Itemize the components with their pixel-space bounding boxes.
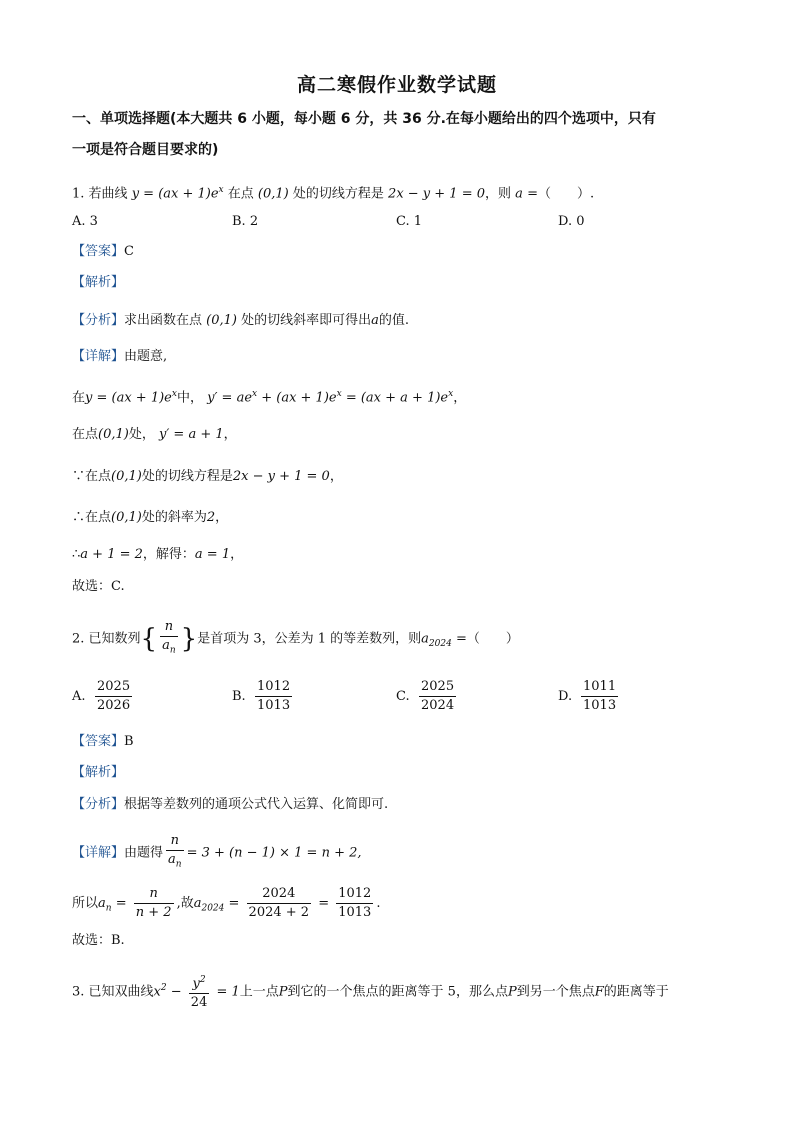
q3-stem-text: 上一点	[239, 984, 279, 1000]
q1-step-formula: y = (ax + 1)e	[85, 390, 172, 406]
q1-fenxi-variable: a	[371, 313, 379, 328]
q2-sequence-fraction	[160, 618, 178, 660]
q1-step-text: ，	[453, 390, 467, 406]
q2-detail-formula: = 3 + (n − 1) × 1 = n + 2,	[186, 845, 362, 861]
fraction-denominator-base: a	[162, 638, 170, 653]
q1-point: (0,1)	[257, 186, 289, 202]
q2-detail-fraction	[166, 832, 184, 874]
exponent-x: x	[171, 389, 177, 399]
fraction-numerator: 2025	[419, 678, 456, 697]
fraction-numerator: 2025	[95, 678, 132, 697]
q1-fenxi-text: 的值.	[378, 313, 410, 328]
q1-step-text: 处的切线方程是	[141, 469, 233, 484]
q2-derivation-text: .	[376, 896, 381, 911]
q1-option-d: D. 0	[558, 214, 585, 229]
q2-conclusion: 故选：B.	[72, 933, 125, 948]
q1-stem-text: 在点	[227, 186, 254, 202]
q1-step-text: ，	[230, 547, 244, 562]
q2-option-d	[558, 677, 621, 717]
q2-stem-text: =（ ）	[451, 631, 519, 647]
q1-step-formula: 2	[206, 510, 216, 525]
q1-stem-text: 处的切线方程是	[292, 186, 384, 202]
q3-stem-text: 到它的一个焦点的距离等于 5，那么点	[287, 984, 508, 1000]
fraction-numerator: 2024	[247, 885, 312, 904]
q2-option-c	[396, 677, 459, 717]
fraction-denominator	[166, 851, 184, 874]
q3-point-p: P	[278, 984, 288, 1000]
q3-formula: = 1	[212, 984, 240, 1000]
fraction-numerator: 1012	[336, 885, 373, 904]
q2-fenxi-text: 根据等差数列的通项公式代入运算、化简即可.	[124, 797, 389, 812]
page-title: 高二寒假作业数学试题	[296, 74, 497, 96]
answer-tag: 【答案】	[72, 734, 125, 749]
q1-curve-formula: y = (ax + 1)e	[131, 186, 219, 202]
fraction-denominator: n + 2	[135, 905, 172, 920]
fraction-numerator: 1012	[255, 678, 292, 697]
q2-stem	[72, 618, 519, 662]
q1-step-formula: 2x − y + 1 = 0	[232, 469, 330, 484]
q1-stem-text: ，则	[485, 186, 512, 202]
q1-step-text: ，解得：	[142, 547, 195, 562]
q1-stem-text: =（ ）.	[527, 186, 595, 202]
detail-tag: 【详解】	[72, 845, 125, 861]
q3-point-f: F	[594, 984, 604, 1000]
option-fraction	[419, 678, 456, 715]
option-label: B.	[232, 689, 246, 704]
fraction-numerator-base: y	[192, 976, 200, 992]
q1-conclusion: 故选：C.	[72, 579, 125, 594]
q2-option-a	[72, 677, 135, 717]
q1-option-c: C. 1	[396, 214, 423, 229]
q3-formula-exponent: 2	[160, 983, 167, 993]
q2-detail-text: 由题得	[124, 845, 164, 861]
fenxi-tag: 【分析】	[72, 797, 125, 812]
q1-step-point: (0,1)	[111, 510, 142, 525]
exponent-x: x	[336, 389, 342, 399]
q1-step5	[72, 545, 243, 565]
q3-fraction	[189, 971, 210, 1012]
q2-detail	[72, 832, 362, 874]
q1-step-formula: y′ = a + 1	[159, 427, 224, 442]
q1-step-text: ∵在点	[72, 469, 112, 484]
q1-fenxi-point: (0,1)	[206, 313, 237, 328]
q1-step3	[72, 467, 343, 487]
right-brace: }	[180, 623, 198, 654]
q2-target: a	[421, 631, 429, 647]
q3-point-p: P	[507, 984, 517, 1000]
q1-step-formula: a = 1	[194, 547, 231, 562]
minus-sign: −	[166, 984, 186, 1000]
q1-step-text: ∴	[72, 547, 81, 562]
q1-curve-exponent: x	[218, 185, 224, 195]
q1-step-text: ，	[223, 427, 237, 442]
q1-fenxi	[72, 311, 409, 331]
q1-step2	[72, 425, 237, 445]
q1-step-text: ∴在点	[72, 510, 112, 525]
exponent-x: x	[252, 389, 258, 399]
q1-step-formula: y′ = ae	[207, 390, 253, 406]
exponent-x: x	[448, 389, 454, 399]
q1-step-text: ，	[215, 510, 229, 525]
q1-tangent-formula: 2x − y + 1 = 0	[388, 186, 486, 202]
fraction-denominator: 2024 + 2	[248, 905, 310, 920]
q2-target-subscript: 2024	[428, 638, 452, 649]
q1-step-formula: + (ax + 1)e	[257, 390, 337, 406]
q2-option-b	[232, 677, 295, 717]
fraction-numerator: 1011	[581, 678, 618, 697]
analysis-tag: 【解析】	[72, 765, 125, 780]
option-fraction	[581, 678, 618, 715]
option-label: C.	[396, 689, 410, 704]
q3-stem-text: 的距离等于	[603, 984, 669, 1000]
q1-stem-text: 1. 若曲线	[72, 186, 128, 202]
q1-step-text: 在	[72, 390, 86, 406]
q1-step-point: (0,1)	[111, 469, 142, 484]
q1-fenxi-text: 求出函数在点	[124, 313, 203, 328]
q2-derivation-var: a	[98, 896, 106, 911]
q2-derivation	[72, 884, 380, 929]
fraction-denominator: 1013	[338, 905, 372, 920]
q1-option-a: A. 3	[72, 214, 98, 229]
q1-step1	[72, 384, 466, 408]
q2-derivation-text: ,故	[176, 896, 194, 911]
fraction-denominator-subscript: n	[175, 859, 182, 870]
q2-stem-text: 2. 已知数列	[72, 631, 141, 647]
q2-answer	[72, 732, 134, 752]
q1-step-formula: a + 1 = 2	[80, 547, 143, 562]
q2-derivation-subscript: 2024	[201, 903, 225, 914]
q1-answer-value: C	[124, 244, 134, 259]
option-label: A.	[72, 689, 86, 704]
answer-tag: 【答案】	[72, 244, 125, 259]
q1-step-formula: = (ax + a + 1)e	[341, 390, 449, 406]
equals-sign: =	[314, 896, 334, 911]
q1-step-text: 中，	[176, 390, 203, 406]
fraction-denominator: 1013	[583, 698, 617, 713]
q2-derivation-fraction	[336, 885, 373, 922]
option-fraction	[255, 678, 292, 715]
fraction-denominator: 2024	[421, 698, 455, 713]
q1-answer	[72, 242, 134, 262]
q2-derivation-subscript: n	[105, 903, 112, 914]
fraction-numerator: n	[160, 618, 178, 637]
q3-formula: x	[153, 984, 161, 1000]
detail-tag: 【详解】	[72, 349, 125, 364]
fraction-denominator: 2026	[97, 698, 131, 713]
fraction-numerator: n	[166, 832, 184, 851]
fraction-denominator: 24	[190, 995, 208, 1011]
left-brace: {	[140, 623, 158, 654]
q1-step-text: 在点	[72, 427, 99, 442]
q1-fenxi-text: 处的切线斜率即可得出	[241, 313, 372, 328]
q2-derivation-fraction	[134, 885, 174, 922]
fraction-denominator: 1013	[257, 698, 291, 713]
q1-step-text: ，	[329, 469, 343, 484]
q3-stem	[72, 968, 669, 1012]
section-heading-line2: 一项是符合题目要求的)	[72, 142, 219, 158]
equals-sign: =	[224, 896, 244, 911]
option-fraction	[95, 678, 132, 715]
option-label: D.	[558, 689, 573, 704]
q1-option-b: B. 2	[232, 214, 259, 229]
fraction-denominator	[160, 637, 178, 660]
fraction-numerator	[189, 971, 210, 994]
q2-derivation-fraction	[247, 885, 312, 922]
q1-stem	[72, 180, 594, 204]
q2-stem-text: 是首项为 3，公差为 1 的等差数列，则	[197, 631, 422, 647]
q2-answer-value: B	[124, 734, 134, 749]
section-heading-line1: 一、单项选择题(本大题共 6 小题，每小题 6 分，共 36 分.在每小题给出的四个选项中，只有	[72, 111, 656, 127]
analysis-tag: 【解析】	[72, 275, 125, 290]
q3-stem-text: 到另一个焦点	[516, 984, 595, 1000]
fraction-denominator-base: a	[168, 852, 176, 867]
fenxi-tag: 【分析】	[72, 313, 125, 328]
q1-detail-text: 由题意,	[124, 349, 168, 364]
q2-derivation-text: 所以	[72, 896, 99, 911]
equals-sign: =	[111, 896, 131, 911]
q1-step-text: 处的斜率为	[141, 510, 207, 525]
q2-fenxi	[72, 795, 388, 815]
q3-stem-text: 3. 已知双曲线	[72, 984, 154, 1000]
q2-derivation-var: a	[193, 896, 202, 911]
q1-step-text: 处，	[128, 427, 155, 442]
fraction-denominator-subscript: n	[169, 645, 176, 656]
q1-detail	[72, 347, 167, 367]
q1-step-point: (0,1)	[98, 427, 129, 442]
q1-variable: a	[515, 186, 523, 202]
q1-step4	[72, 508, 228, 528]
fraction-numerator-exponent: 2	[199, 975, 206, 986]
fraction-numerator: n	[134, 885, 174, 904]
